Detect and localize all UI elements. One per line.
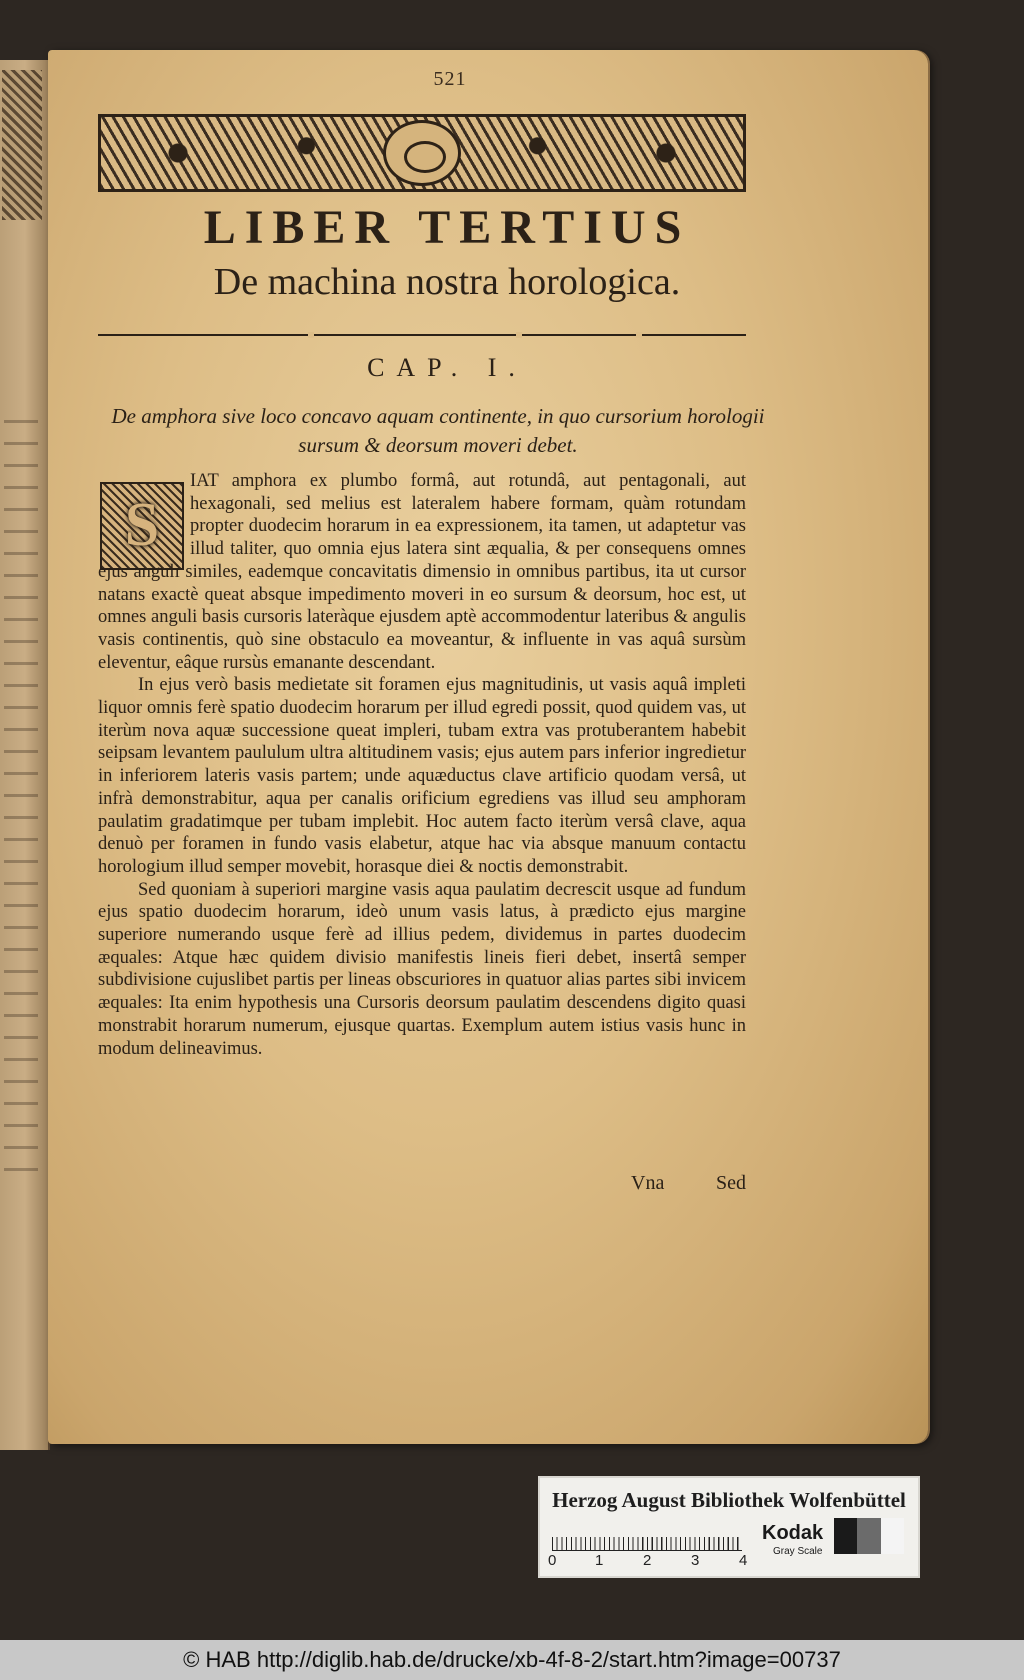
title-rule [98,334,746,336]
gray-scale-label: Gray Scale [773,1546,823,1557]
kodak-brand: Kodak [762,1522,824,1544]
chapter-heading: De amphora sive loco concavo aquam continente, in quo cursorium horologii sursum & deorsum moveri debet. [111,404,765,457]
decorative-headpiece [98,114,746,192]
page-number [48,68,928,91]
chapter-number: CAP. I. [367,353,527,382]
adjacent-page-text [4,420,38,1180]
body-text [98,470,746,1060]
mask-ornament-icon [383,120,461,186]
catchword-left: Vna [631,1172,665,1194]
gray-patch [857,1518,880,1554]
gray-patch [881,1518,904,1554]
library-color-card [538,1476,920,1578]
ruler-label: 3 [691,1552,700,1569]
copyright-footer: © HAB http://diglib.hab.de/drucke/xb-4f-8-2/start.htm?image=00737 [0,1640,1024,1680]
book-page [48,50,928,1444]
library-name: Herzog August Bibliothek Wolfenbüttel [552,1488,906,1512]
page-number-text: 521 [433,68,467,90]
paragraph [98,470,746,674]
paragraph: In ejus verò basis medietate sit foramen ejus magnitudinis, ut vasis aquâ impleti liquor omnis ferè spatio duodecim horarum per illud egredi possit, quod quidem vas, ut iterùm nova aquæ successione queat impleri, tubam extra vas protuberantem habebit seipsam levantem paululum ultra altitudinem vasis; ejus autem pars inferior ingredietur in inferiorem lateris vasis partem; unde aquæductus clave artificio quodam versâ, ut infrà demonstrabitur, aqua per canalis orificium egrediens vas illud seu amphoram paulatim gradatimque per tubam implebit. Hoc autem facto iterùm versâ clave, aqua denuò per foramen in fundo vasis elabetur, atque hac via absque manuum contactu horologium illud semper movebit, horasque diei & noctis demonstrabit. [98,675,746,877]
dropcap-initial: S [100,482,184,570]
ruler-scale [552,1524,742,1551]
ruler-label: 1 [595,1552,604,1569]
adjacent-page-ornament [2,70,42,220]
ruler-label: 2 [643,1552,652,1569]
adjacent-page-edge [0,60,50,1450]
catchword-right: Sed [716,1172,746,1194]
gray-patch [834,1518,857,1554]
rule-gap [308,332,314,338]
gray-scale-patches [834,1518,904,1554]
rule-gap [636,332,642,338]
ruler-label: 0 [548,1552,557,1569]
paragraph: Sed quoniam à superiori margine vasis aqua paulatim decrescit usque ad fundum ejus spatio duodecim horarum, ideò unum vasis latus, à prædicto ejus margine superiore numerando usque ferè ad illius pedem, dividemus in partes duodecim æquales: Atque hæc quidem divisio manifestis lineis fieri debet, insertâ semper subdivisione cujuslibet partis per lineas obscuriores in quatuor alias partes sibi invicem æquales: Ita enim hypothesis una Cursoris deorsum paulatim descendens digito quasi monstrabit horarum numerum, ejusque quartas. Exemplum autem istius vasis hunc in modum delineavimus. [98,879,746,1059]
paragraph-1-text: IAT amphora ex plumbo formâ, aut rotundâ, aut pentagonali, aut hexagonali, sed melius est lateralem habere formam, quàm rotundam propter duodecim horarum in ea expressionem, ita tamen, ut adaptetur vas illud taliter, quo omnia ejus latera sint æqualia, & per consequens omnes ejus anguli similes, eademque concavitatis dimensio in omnibus partibus, ita ut cursor natans exactè queat absque impedimento moveri in eo sursum & deorsum, hoc est, ut omnes anguli basis cursoris lateràque ejusdem aptè accommodentur lateribus & angulis vasis continentis, quò sine obstaculo ea moveantur, & influente in vas aquâ sursùm eleventur, eâque rursùs emanante descendant. [98,471,746,673]
ruler-label: 4 [739,1552,748,1569]
book-subtitle: De machina nostra horologica. [213,261,681,303]
rule-gap [516,332,522,338]
book-title: LIBER TERTIUS [203,201,691,254]
dropcap-spacer [98,470,190,558]
